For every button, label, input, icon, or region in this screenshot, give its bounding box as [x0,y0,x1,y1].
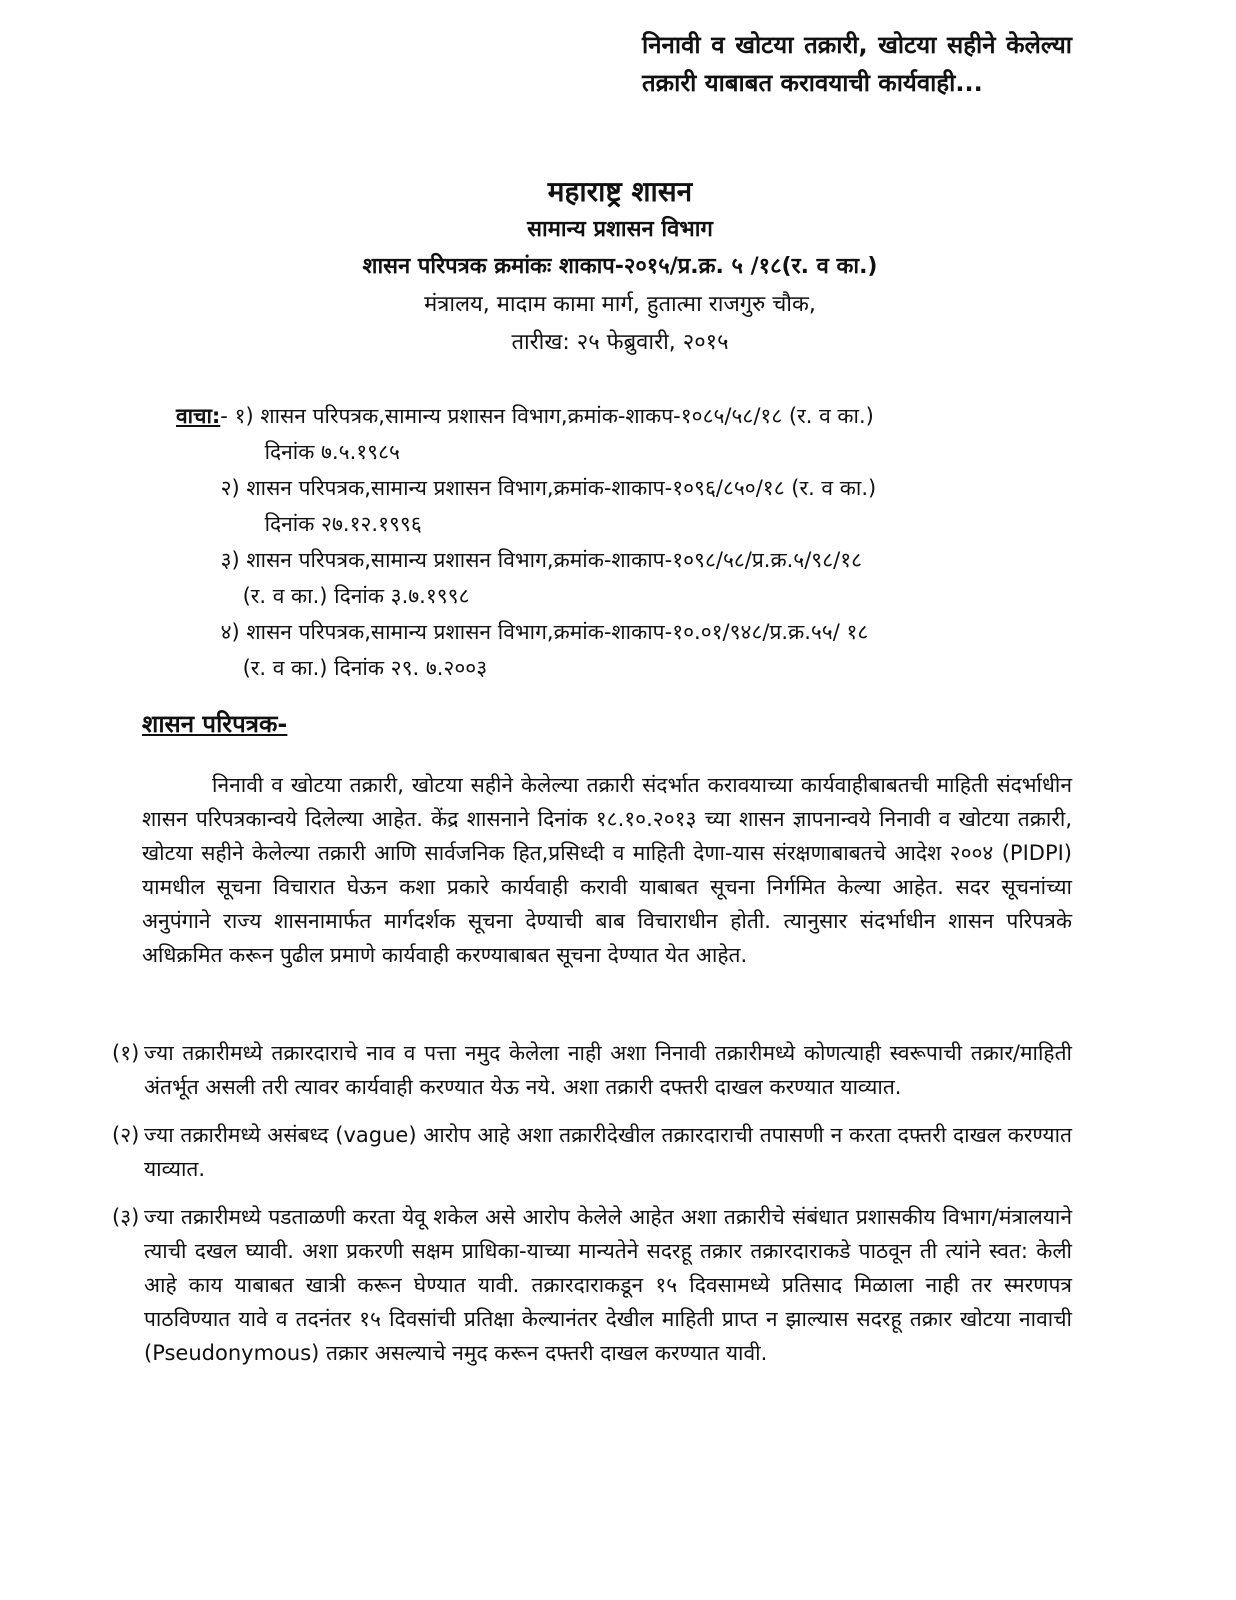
reference-line: (र. व का.) दिनांक २९. ७.२००३ [242,656,488,680]
instruction-point [112,1118,1072,1186]
subject-heading: निनावी व खोटया तक्रारी, खोटया सहीने केलेल्या तक्रारी याबाबत करावयाची कार्यवाही... [642,31,1072,97]
point-number: (१) [112,1041,140,1065]
reference-line: दिनांक २७.१२.१९९६ [264,512,422,536]
document-header [120,172,1120,362]
office-address: मंत्रालय, मादाम कामा मार्ग, हुतात्मा राजगुरु चौक, [424,292,816,317]
intro-paragraph: निनावी व खोटया तक्रारी, खोटया सहीने केलेल्या तक्रारी संदर्भात करावयाच्या कार्यवाहीबाबतची माहिती संदर्भाधीन शासन परिपत्रकान्वये दिलेल्या आहेत. केंद्र शासनाने दिनांक १८.१०.२०१३ च्या शासन ज्ञापनान्वये निनावी व खोटया तक्रारी, खोटया सहीने केलेल्या तक्रारी आणि सार्वजनिक हित,प्रसिध्दी व माहिती देणा-यास संरक्षणाबाबतचे आदेश २००४ (PIDPI) यामधील सूचना विचारात घेऊन कशा प्रकारे कार्यवाही करावी याबाबत सूचना निर्गमित केल्या आहेत. सदर सूचनांच्या अनुपंगाने राज्य शासनामार्फत मार्गदर्शक सूचना देण्याची बाब विचाराधीन होती. त्यानुसार संदर्भाधीन शासन परिपत्रके अधिक्रमित करून पुढील प्रमाणे कार्यवाही करण्याबाबत सूचना देण्यात येत आहेत. [142,773,1072,967]
instruction-point [112,1200,1072,1370]
reference-item [221,614,1076,686]
circular-date: तारीख: २५ फेब्रुवारी, २०१५ [511,330,729,355]
point-number: (३) [112,1205,140,1229]
point-text: ज्या तक्रारीमध्ये तक्रारदाराचे नाव व पत्ता नमुद केलेला नाही अशा निनावी तक्रारीमध्ये कोणत्याही स्वरूपाची तक्रार/माहिती अंतर्भूत असली तरी त्यावर कार्यवाही करण्यात येऊ नये. अशा तक्रारी दफ्तरी दाखल करण्यात याव्यात. [144,1041,1072,1099]
government-title: महाराष्ट्र शासन [547,175,693,208]
point-text: ज्या तक्रारीमध्ये असंबध्द (vague) आरोप आहे अशा तक्रारीदेखील तक्रारदाराची तपासणी न करता दफ्तरी दाखल करण्यात याव्यात. [144,1123,1072,1181]
reference-item [221,542,1076,614]
reference-item [235,398,1076,470]
reference-line: १) शासन परिपत्रक,सामान्य प्रशासन विभाग,क्रमांक-शाकप-१०८५/५८/१८ (र. व का.) [234,404,874,428]
point-text: ज्या तक्रारीमध्ये पडताळणी करता येवू शकेल असे आरोप केलेले आहेत अशा तक्रारीचे संबंधात प्रशासकीय विभाग/मंत्रालयाने त्याची दखल घ्यावी. अशा प्रकरणी सक्षम प्राधिका-याच्या मान्यतेने सदरहू तक्रार तक्रारदाराकडे पाठवून ती त्यांने स्वत: केली आहे काय याबाबत खात्री करून घेण्यात यावी. तक्रारदाराकडून १५ दिवसामध्ये प्रतिसाद मिळाला नाही तर स्मरणपत्र पाठविण्यात यावे व तदनंतर १५ दिवसांची प्रतिक्षा केल्यानंतर देखील माहिती प्राप्त न झाल्यास सदरहू तक्रार खोटया नावाची (Pseudonymous) तक्रार असल्याचे नमुद करून दफ्तरी दाखल करण्यात यावी. [144,1205,1072,1365]
reference-item [221,470,1076,542]
reference-line: (र. व का.) दिनांक ३.७.१९९८ [242,584,470,608]
reference-line: २) शासन परिपत्रक,सामान्य प्रशासन विभाग,क्रमांक-शाकाप-१०९६/८५०/१८ (र. व का.) [220,476,877,500]
section-heading: शासन परिपत्रक- [142,710,288,738]
instruction-points [112,1036,1072,1384]
reference-line: ४) शासन परिपत्रक,सामान्य प्रशासन विभाग,क्रमांक-शाकाप-१०.०१/९४८/प्र.क्र.५५/ १८ [220,620,869,644]
references-block [176,398,1076,686]
circular-number: शासन परिपत्रक क्रमांकः शाकाप-२०१५/प्र.क्र. ५ /१८(र. व का.) [362,254,878,279]
reference-line: दिनांक ७.५.१९८५ [264,440,400,464]
department-title: सामान्य प्रशासन विभाग [527,217,713,242]
instruction-point [112,1036,1072,1104]
point-number: (२) [112,1123,140,1147]
reference-line: ३) शासन परिपत्रक,सामान्य प्रशासन विभाग,क्रमांक-शाकाप-१०९८/५८/प्र.क्र.५/९८/१८ [220,548,863,572]
references-list [220,398,1076,686]
references-dash: - [220,404,235,428]
references-label: वाचा: [176,404,221,428]
